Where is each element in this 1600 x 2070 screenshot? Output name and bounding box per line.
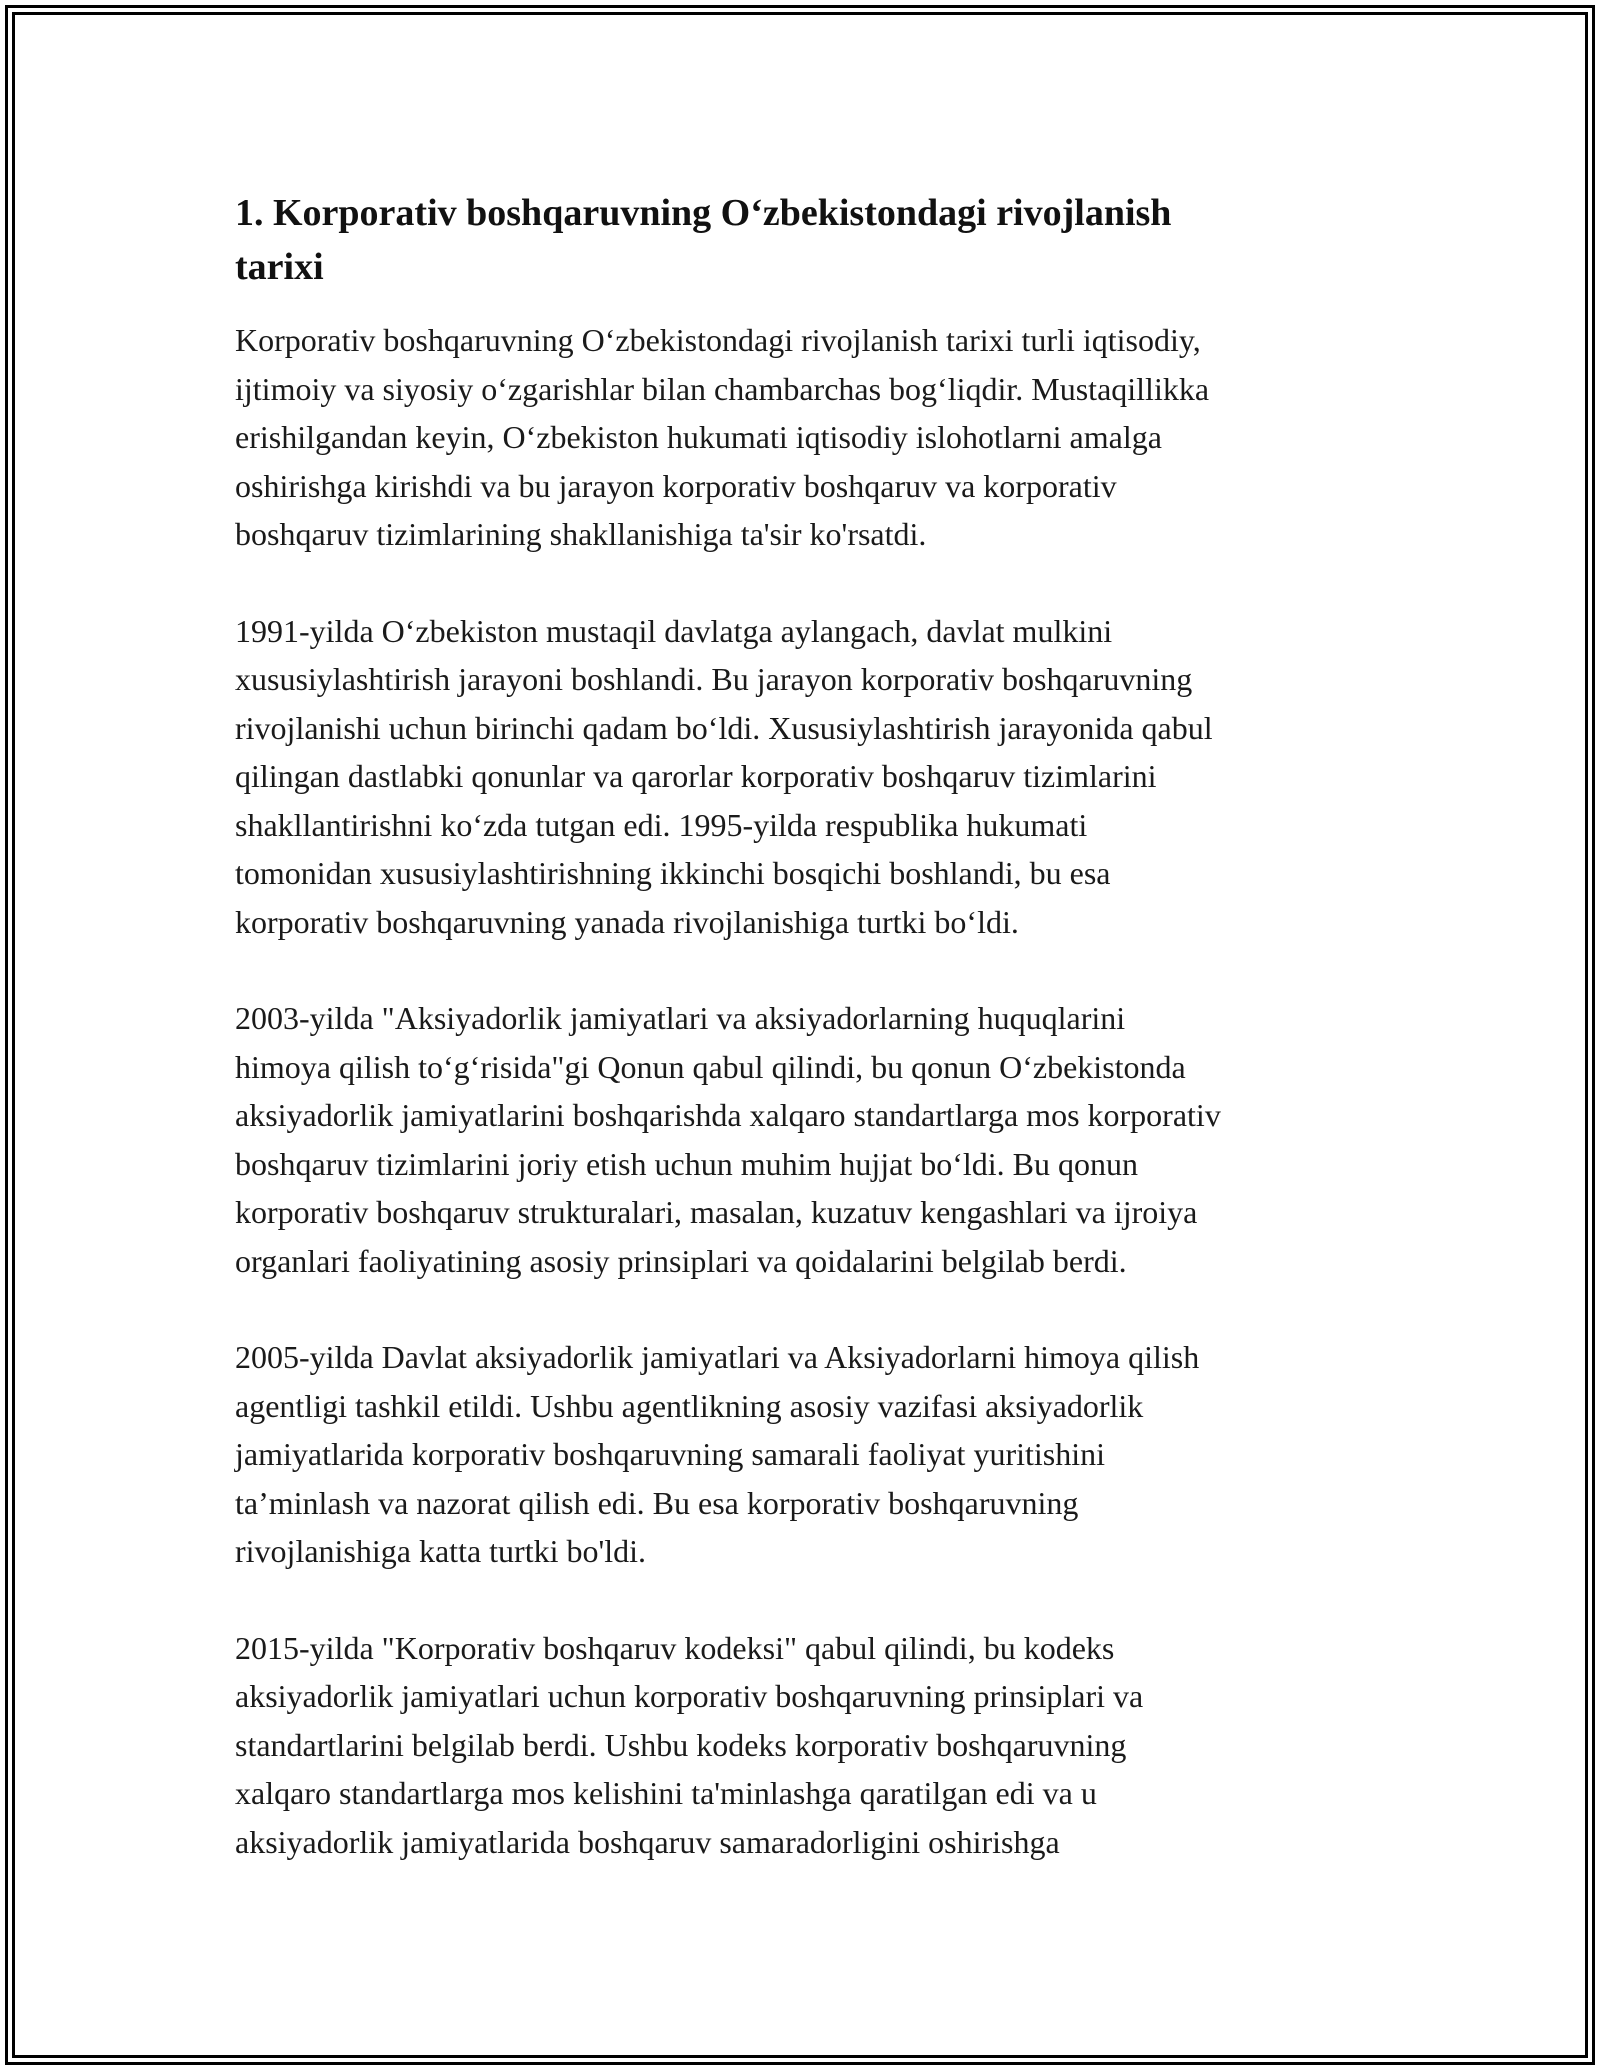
text-line: standartlarini belgilab berdi. Ushbu kodeks korporativ boshqaruvning [235,1726,1127,1763]
paragraph-intro [235,316,1385,559]
text-line: aksiyadorlik jamiyatlarida boshqaruv samaradorligini oshirishga [235,1823,1060,1860]
text-line: tomonidan xususiylashtirishning ikkinchi bosqichi boshlandi, bu esa [235,855,1111,891]
text-line: oshirishga kirishdi va bu jarayon korporativ boshqaruv va korporativ [235,467,1117,504]
text-line: xalqaro standartlarga mos kelishini ta'minlashga qaratilgan edi va u [235,1775,1097,1811]
paragraph-1991 [235,607,1385,947]
text-line: organlari faoliyatining asosiy prinsiplari va qoidalarini belgilab berdi. [235,1242,1127,1279]
text-line: 2003-yilda "Aksiyadorlik jamiyatlari va aksiyadorlarning huquqlarini [235,1000,1126,1036]
paragraph-2003 [235,994,1385,1285]
paragraph-2015 [235,1624,1385,1867]
text-line: himoya qilish to‘g‘risida"gi Qonun qabul qilindi, bu qonun O‘zbekistonda [235,1048,1186,1085]
text-line: boshqaruv tizimlarining shakllanishiga ta'sir ko'rsatdi. [235,516,927,552]
text-line: rivojlanishiga katta turtki bo'ldi. [235,1533,647,1569]
text-line: shakllantirishni ko‘zda tutgan edi. 1995-yilda respublika hukumati [235,806,1088,843]
heading-line: 1. Korporativ boshqaruvning O‘zbekistondagi rivojlanish [235,192,1172,234]
text-line: rivojlanishi uchun birinchi qadam bo‘ldi. Xususiylashtirish jarayonida qabul [235,709,1213,746]
text-line: korporativ boshqaruv strukturalari, masalan, kuzatuv kengashlari va ijroiya [235,1194,1198,1230]
text-line: ijtimoiy va siyosiy o‘zgarishlar bilan chambarchas bog‘liqdir. Mustaqillikka [235,370,1210,407]
text-line: boshqaruv tizimlarini joriy etish uchun muhim hujjat bo‘ldi. Bu qonun [235,1145,1139,1182]
heading-line: tarixi [235,246,324,288]
text-line: 2015-yilda "Korporativ boshqaruv kodeksi" qabul qilindi, bu kodeks [235,1629,1115,1666]
document-body [235,186,1385,1866]
text-line: korporativ boshqaruvning yanada rivojlanishiga turtki bo‘ldi. [235,903,1019,940]
text-line: qilingan dastlabki qonunlar va qarorlar korporativ boshqaruv tizimlarini [235,758,1157,794]
text-line: jamiyatlarida korporativ boshqaruvning samarali faoliyat yuritishini [235,1436,1105,1472]
text-line: ta’minlash va nazorat qilish edi. Bu esa korporativ boshqaruvning [235,1484,1079,1521]
paragraph-2005 [235,1333,1385,1576]
text-line: erishilgandan keyin, O‘zbekiston hukumati iqtisodiy islohotlarni amalga [235,419,1162,455]
section-heading [235,186,1385,294]
text-line: aksiyadorlik jamiyatlari uchun korporativ boshqaruvning prinsiplari va [235,1678,1144,1714]
text-line: agentligi tashkil etildi. Ushbu agentlikning asosiy vazifasi aksiyadorlik [235,1387,1144,1424]
text-line: aksiyadorlik jamiyatlarini boshqarishda xalqaro standartlarga mos korporativ [235,1097,1221,1133]
text-line: 2005-yilda Davlat aksiyadorlik jamiyatlari va Aksiyadorlarni himoya qilish [235,1339,1200,1375]
text-line: Korporativ boshqaruvning O‘zbekistondagi rivojlanish tarixi turli iqtisodiy, [235,322,1201,358]
text-line: xususiylashtirish jarayoni boshlandi. Bu jarayon korporativ boshqaruvning [235,661,1193,697]
text-line: 1991-yilda O‘zbekiston mustaqil davlatga aylangach, davlat mulkini [235,612,1113,649]
